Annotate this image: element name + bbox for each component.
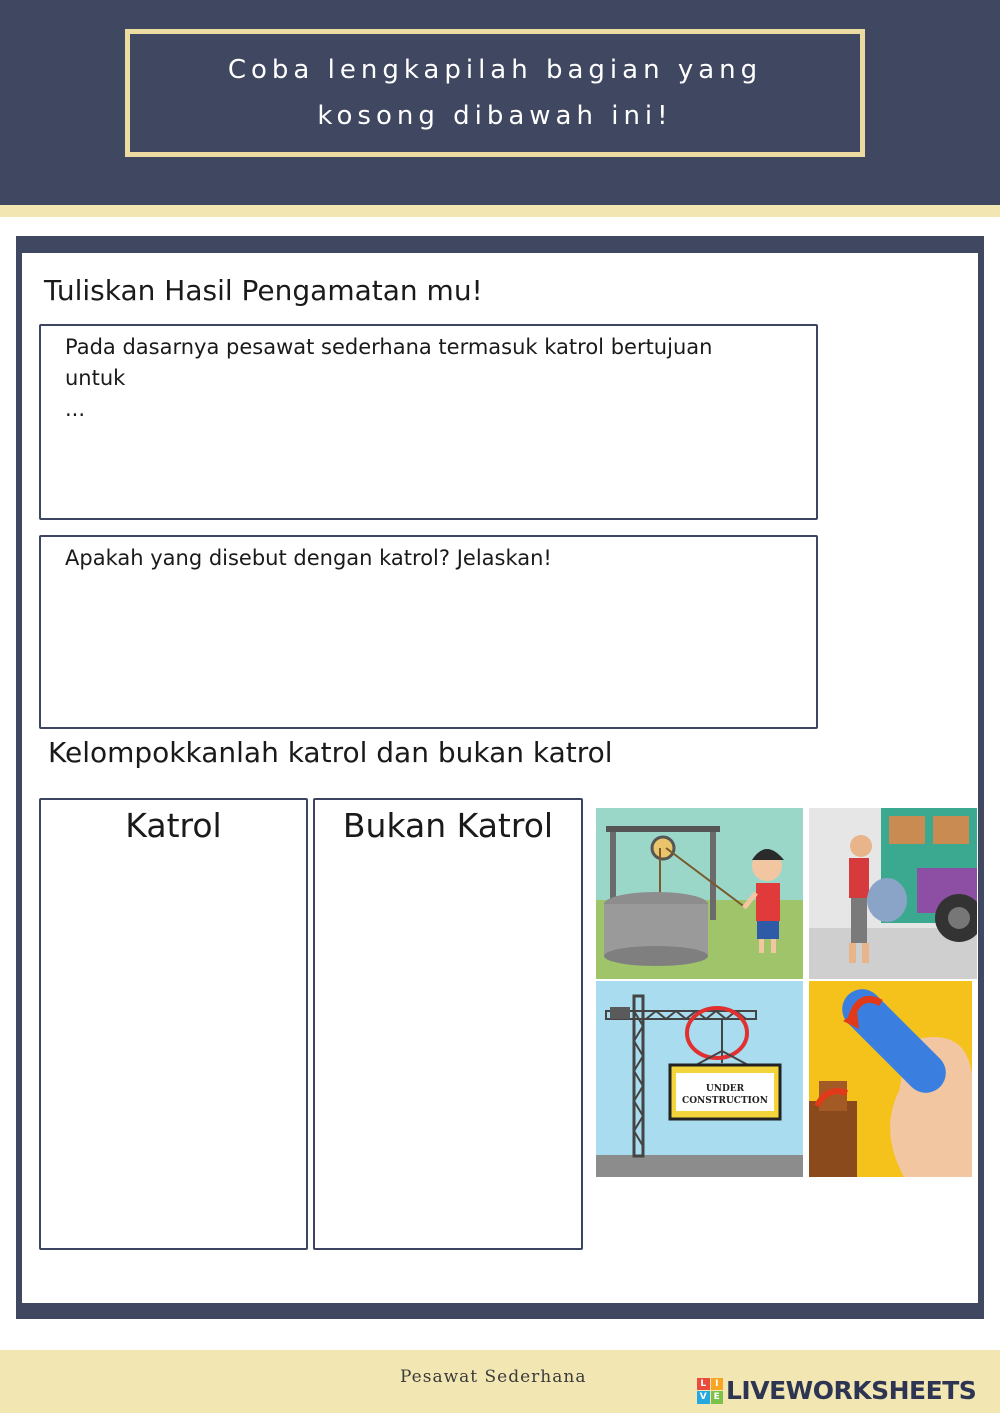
logo-letter-i: I: [711, 1378, 724, 1391]
sign-text-construction: CONSTRUCTION: [682, 1096, 768, 1106]
image-well-pulley[interactable]: [596, 808, 803, 979]
header-title-line-2: kosong dibawah ini!: [317, 101, 673, 131]
prompt-line-2: untuk: [65, 366, 126, 390]
header-accent-stripe: [0, 205, 1000, 217]
liveworksheets-wordmark: LIVEWORKSHEETS: [726, 1376, 977, 1405]
answer-box-definition[interactable]: [39, 535, 818, 729]
answer-box-purpose-prompt: [65, 332, 796, 425]
drop-zone-katrol[interactable]: [39, 798, 308, 1250]
prompt-line-3: ...: [65, 397, 86, 421]
logo-letter-e: E: [711, 1391, 724, 1404]
header-title-line-1: Coba lengkapilah bagian yang: [227, 55, 763, 85]
image-bottle-opener[interactable]: [809, 981, 972, 1177]
footer-subject: Pesawat Sederhana: [400, 1367, 587, 1387]
answer-box-purpose[interactable]: [39, 324, 818, 520]
logo-letter-l: L: [697, 1378, 710, 1391]
liveworksheets-brand[interactable]: [697, 1376, 976, 1405]
liveworksheets-logo-icon: [697, 1378, 723, 1404]
answer-box-definition-prompt: Apakah yang disebut dengan katrol? Jelaskan!: [65, 546, 552, 570]
drop-zone-bukan-katrol[interactable]: [313, 798, 583, 1250]
image-construction-crane[interactable]: [596, 981, 803, 1177]
grouping-heading: Kelompokkanlah katrol dan bukan katrol: [48, 736, 613, 769]
prompt-line-1: Pada dasarnya pesawat sederhana termasuk katrol bertujuan: [65, 335, 713, 359]
sign-text-under: UNDER: [705, 1084, 745, 1094]
drop-zone-katrol-title: Katrol: [125, 806, 222, 845]
observation-heading: Tuliskan Hasil Pengamatan mu!: [44, 274, 483, 307]
image-lifting-sack[interactable]: [809, 808, 977, 979]
drop-zone-bukan-katrol-title: Bukan Katrol: [342, 806, 554, 845]
header-title-frame: [125, 29, 865, 157]
logo-letter-v: V: [697, 1391, 710, 1404]
